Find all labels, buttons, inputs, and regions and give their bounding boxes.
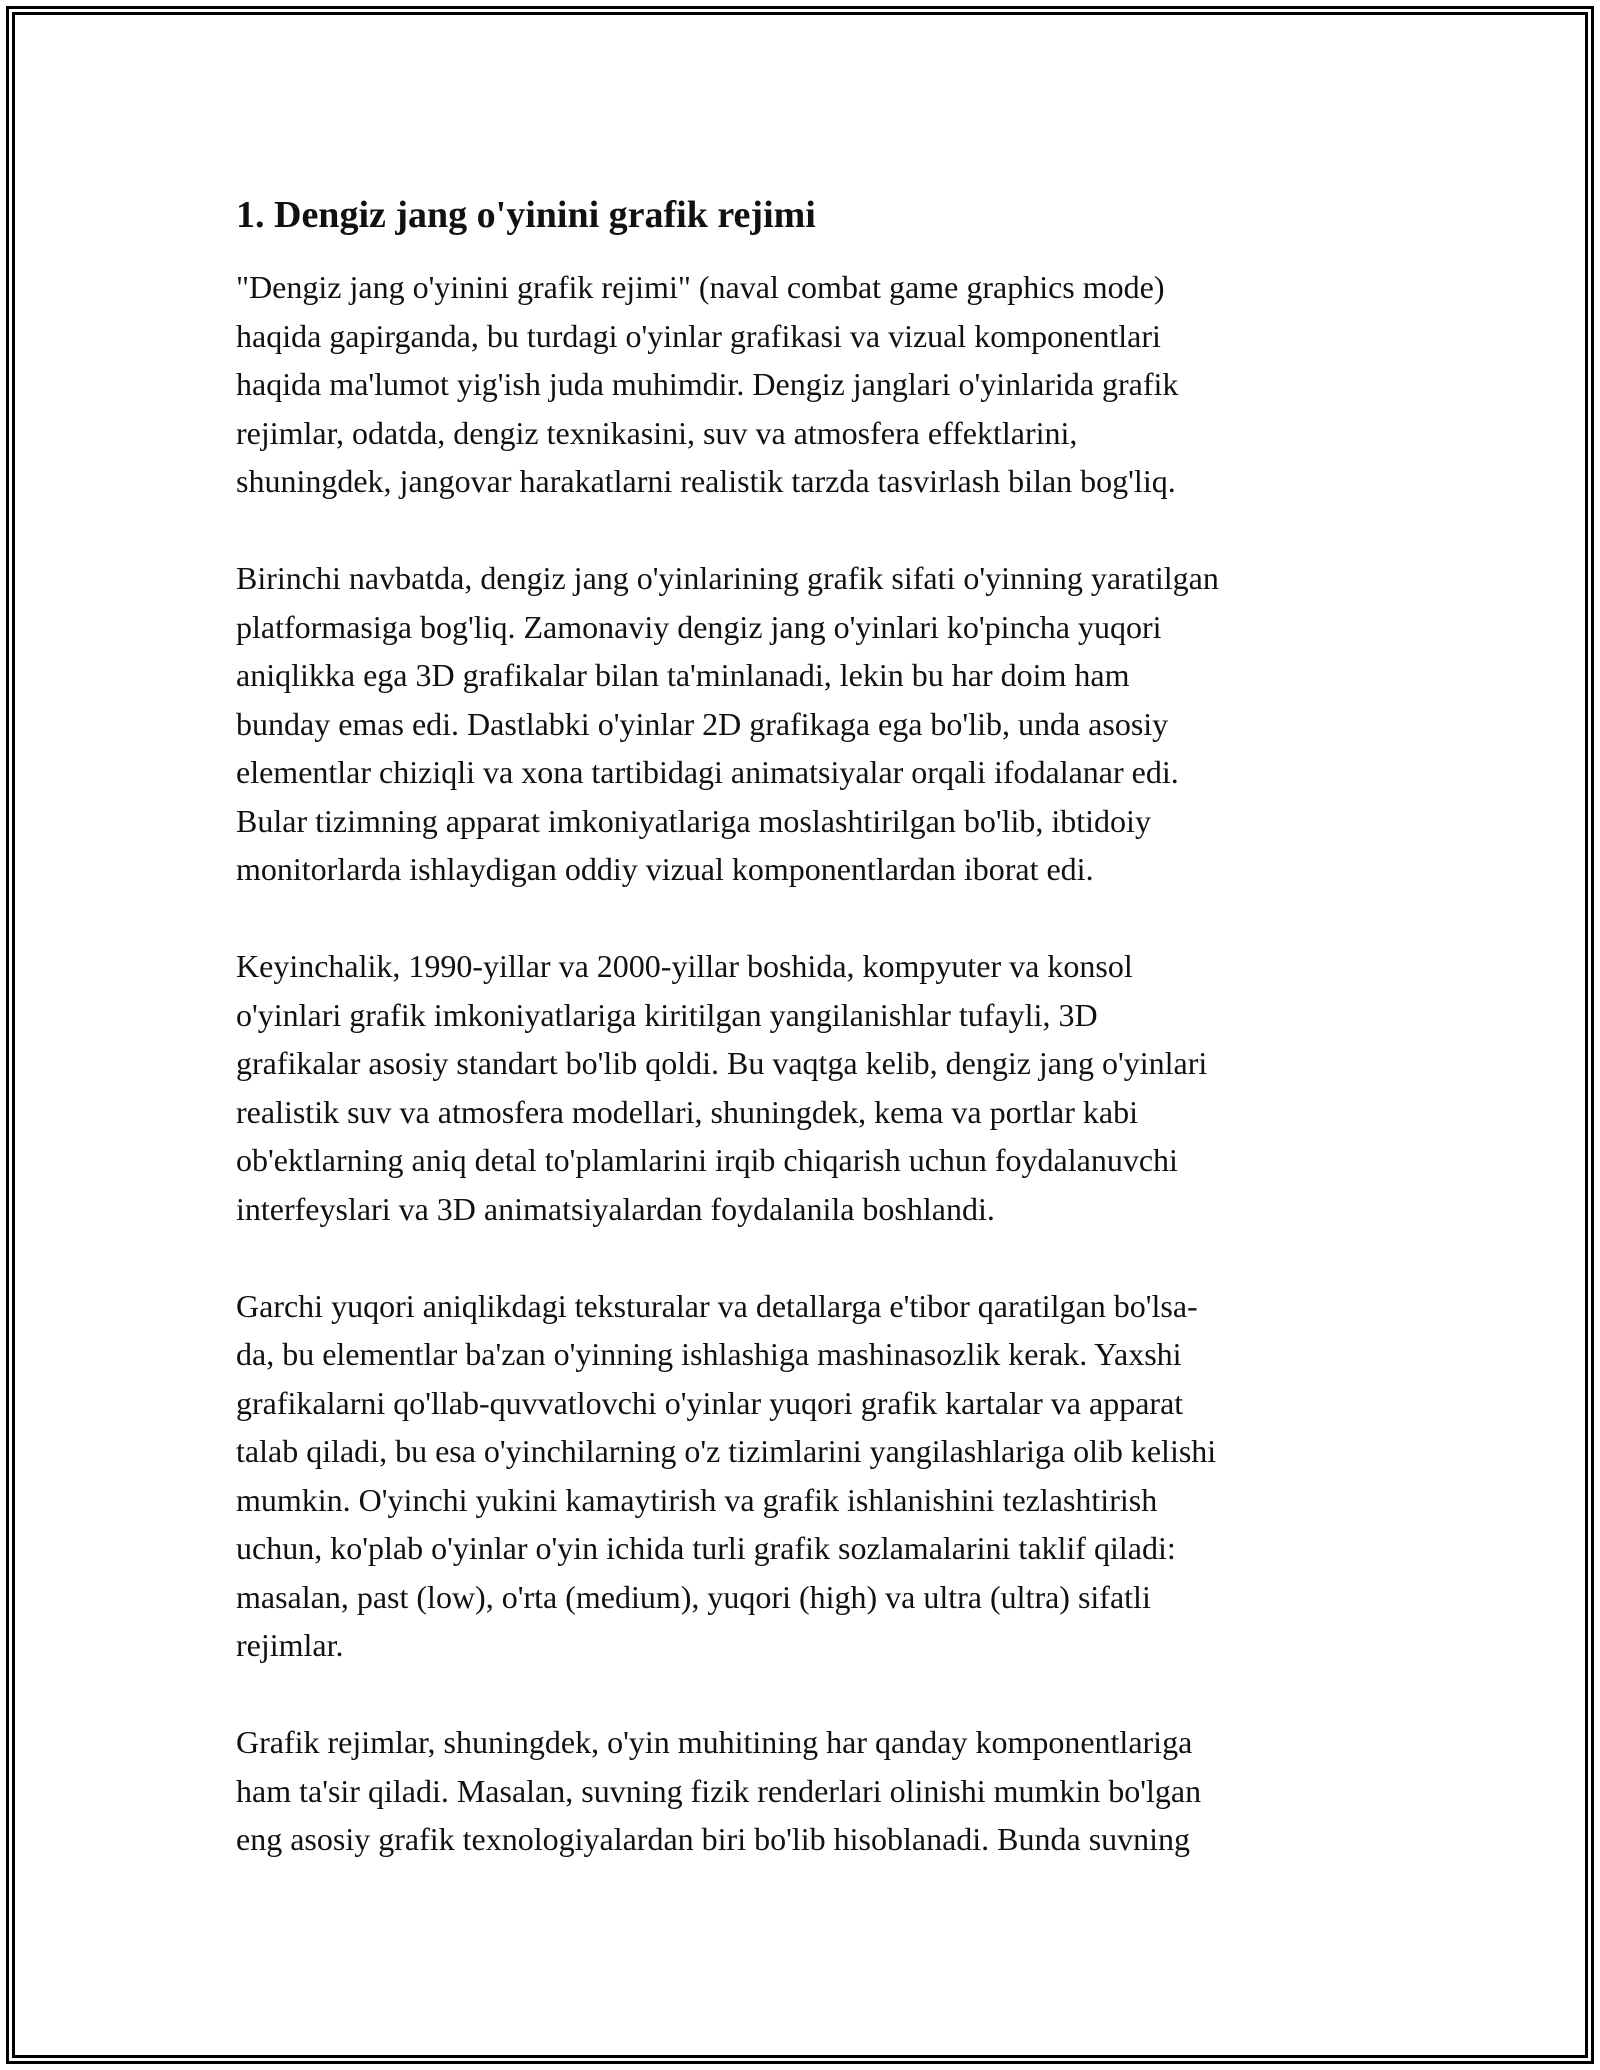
paragraph (236, 554, 1376, 894)
text-line: rejimlar. (236, 1627, 344, 1663)
text-line: o'yinlari grafik imkoniyatlariga kiritilgan yangilanishlar tufayli, 3D (236, 996, 1098, 1033)
text-line: shuningdek, jangovar harakatlarni realistik tarzda tasvirlash bilan bog'liq. (236, 463, 1176, 499)
document-body (236, 187, 1376, 1864)
text-line: mumkin. O'yinchi yukini kamaytirish va grafik ishlanishini tezlashtirish (236, 1481, 1158, 1518)
paragraph-list (236, 263, 1376, 1864)
text-line: grafikalar asosiy standart bo'lib qoldi. Bu vaqtga kelib, dengiz jang o'yinlari (236, 1045, 1208, 1081)
text-line: elementlar chiziqli va xona tartibidagi animatsiyalar orqali ifodalanar edi. (236, 754, 1179, 790)
text-line: Garchi yuqori aniqlikdagi teksturalar va detallarga e'tibor qaratilgan bo'lsa- (236, 1287, 1198, 1324)
text-line: talab qiladi, bu esa o'yinchilarning o'z tizimlarini yangilashlariga olib kelishi (236, 1433, 1217, 1469)
text-line: ham ta'sir qiladi. Masalan, suvning fizik renderlari olinishi mumkin bo'lgan (236, 1772, 1202, 1809)
paragraph (236, 263, 1376, 506)
paragraph (236, 942, 1376, 1233)
text-line: haqida gapirganda, bu turdagi o'yinlar grafikasi va vizual komponentlari (236, 317, 1161, 354)
text-line: uchun, ko'plab o'yinlar o'yin ichida turli grafik sozlamalarini taklif qiladi: (236, 1530, 1176, 1566)
text-line: Bular tizimning apparat imkoniyatlariga moslashtirilgan bo'lib, ibtidoiy (236, 802, 1151, 839)
text-line: aniqlikka ega 3D grafikalar bilan ta'minlanadi, lekin bu har doim ham (236, 657, 1130, 693)
paragraph (236, 1718, 1376, 1864)
text-line: da, bu elementlar ba'zan o'yinning ishlashiga mashinasozlik kerak. Yaxshi (236, 1336, 1182, 1372)
section-heading: 1. Dengiz jang o'yinini grafik rejimi (236, 194, 816, 236)
text-line: bunday emas edi. Dastlabki o'yinlar 2D grafikaga ega bo'lib, unda asosiy (236, 705, 1169, 742)
text-line: Keyinchalik, 1990-yillar va 2000-yillar boshida, kompyuter va konsol (236, 948, 1133, 984)
text-line: rejimlar, odatda, dengiz texnikasini, suv va atmosfera effektlarini, (236, 414, 1078, 451)
text-line: interfeyslari va 3D animatsiyalardan foydalanila boshlandi. (236, 1190, 995, 1227)
text-line: masalan, past (low), o'rta (medium), yuqori (high) va ultra (ultra) sifatli (236, 1578, 1151, 1615)
text-line: platformasiga bog'liq. Zamonaviy dengiz jang o'yinlari ko'pincha yuqori (236, 608, 1162, 645)
text-line: haqida ma'lumot yig'ish juda muhimdir. Dengiz janglari o'yinlarida grafik (236, 366, 1179, 402)
text-line: realistik suv va atmosfera modellari, shuningdek, kema va portlar kabi (236, 1093, 1138, 1130)
text-line: monitorlarda ishlaydigan oddiy vizual komponentlardan iborat edi. (236, 851, 1094, 887)
text-line: Grafik rejimlar, shuningdek, o'yin muhitining har qanday komponentlariga (236, 1724, 1193, 1760)
paragraph (236, 1282, 1376, 1670)
text-line: Birinchi navbatda, dengiz jang o'yinlarining grafik sifati o'yinning yaratilgan (236, 560, 1219, 596)
text-line: grafikalarni qo'llab-quvvatlovchi o'yinlar yuqori grafik kartalar va apparat (236, 1384, 1184, 1421)
text-line: ob'ektlarning aniq detal to'plamlarini irqib chiqarish uchun foydalanuvchi (236, 1142, 1178, 1178)
text-line: "Dengiz jang o'yinini grafik rejimi" (naval combat game graphics mode) (236, 269, 1165, 305)
text-line: eng asosiy grafik texnologiyalardan biri bo'lib hisoblanadi. Bunda suvning (236, 1821, 1191, 1857)
